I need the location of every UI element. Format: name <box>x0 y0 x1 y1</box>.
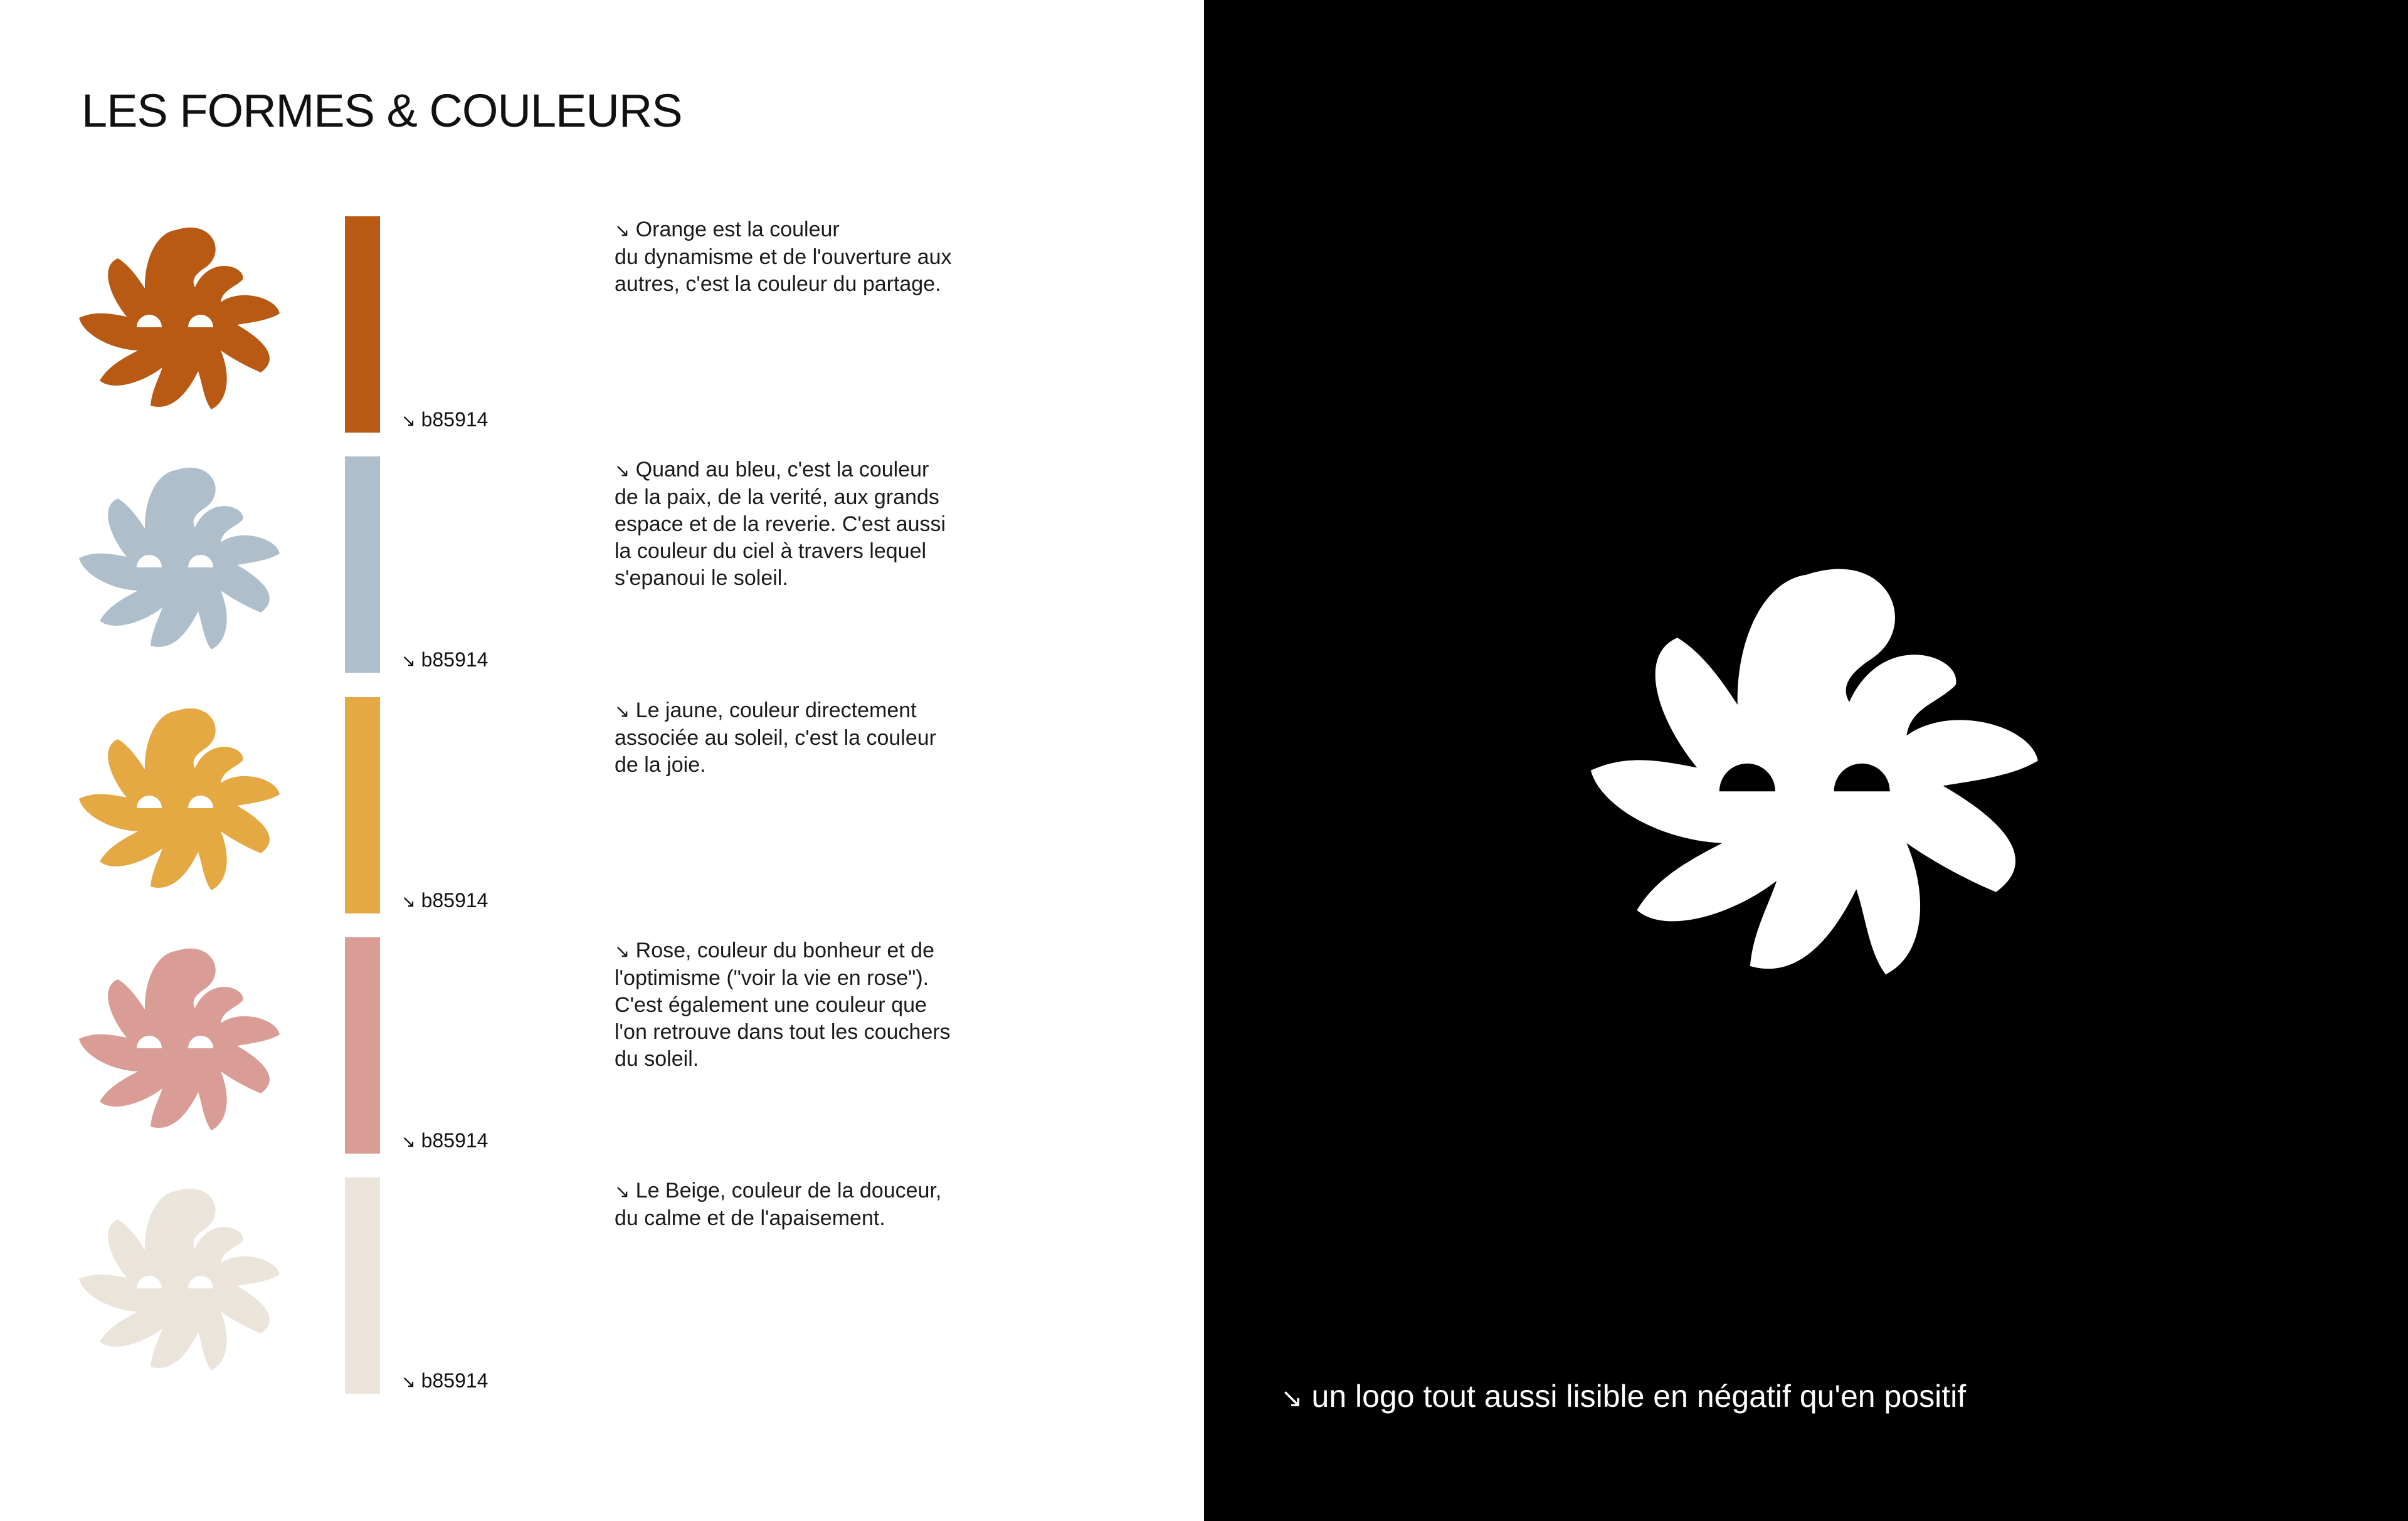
arrow-down-right-icon: ↘ <box>1281 1383 1303 1414</box>
arrow-down-right-icon: ↘ <box>615 700 630 722</box>
description-line: C'est également une couleur que <box>615 993 927 1017</box>
description-line: ↘ Le jaune, couleur directement <box>615 698 917 722</box>
description-line: s'epanoui le soleil. <box>615 566 788 590</box>
arrow-down-right-icon: ↘ <box>615 460 630 481</box>
color-swatch <box>345 456 380 673</box>
color-swatch <box>345 216 380 433</box>
description-line: l'on retrouve dans tout les couchers <box>615 1020 951 1044</box>
description-line: ↘ Rose, couleur du bonheur et de <box>615 939 935 962</box>
description-line: l'optimisme ("voir la vie en rose"). <box>615 966 929 990</box>
sun-body <box>79 468 280 650</box>
sun-body <box>79 228 280 409</box>
color-row-orange <box>0 216 1204 433</box>
sun-mascot-icon <box>66 932 285 1152</box>
color-code: ↘ b85914 <box>401 648 488 671</box>
color-row-beige <box>0 1177 1204 1394</box>
color-description <box>615 937 1016 1073</box>
arrow-down-right-icon: ↘ <box>401 892 416 912</box>
description-line: de la paix, de la verité, aux grands <box>615 485 939 509</box>
arrow-down-right-icon: ↘ <box>615 219 630 241</box>
color-description <box>615 216 1016 298</box>
sun-mascot-icon <box>66 692 285 912</box>
sun-mascot-icon <box>66 211 285 431</box>
color-swatch <box>345 937 380 1154</box>
arrow-down-right-icon: ↘ <box>615 940 630 962</box>
color-code: ↘ b85914 <box>401 1369 488 1392</box>
sun-body <box>79 708 280 890</box>
arrow-down-right-icon: ↘ <box>401 1132 416 1152</box>
color-code: ↘ b85914 <box>401 408 488 431</box>
color-row-pink <box>0 937 1204 1154</box>
description-line: du calme et de l'apaisement. <box>615 1206 885 1230</box>
arrow-down-right-icon: ↘ <box>401 1372 416 1392</box>
sun-body <box>1591 569 2038 975</box>
description-line: ↘ Quand au bleu, c'est la couleur <box>615 458 929 482</box>
description-line: autres, c'est la couleur du partage. <box>615 272 941 296</box>
description-line: la couleur du ciel à travers lequel <box>615 539 927 563</box>
color-description <box>615 1177 1016 1232</box>
sun-logo-negative-icon <box>1561 533 2051 1022</box>
description-line: ↘ Orange est la couleur <box>615 218 840 241</box>
description-line: du dynamisme et de l'ouverture aux <box>615 245 952 269</box>
color-row-yellow <box>0 697 1204 913</box>
description-line: espace et de la reverie. C'est aussi <box>615 512 946 536</box>
page-title: LES FORMES & COULEURS <box>82 85 682 137</box>
sun-mascot-icon <box>66 451 285 671</box>
sun-body <box>79 1189 280 1371</box>
arrow-down-right-icon: ↘ <box>401 411 416 431</box>
tagline: ↘ un logo tout aussi lisible en négatif qu'en positif <box>1281 1379 1967 1414</box>
arrow-down-right-icon: ↘ <box>615 1181 630 1202</box>
description-line: associée au soleil, c'est la couleur <box>615 726 936 750</box>
color-swatch <box>345 697 380 913</box>
color-swatch <box>345 1177 380 1394</box>
description-line: de la joie. <box>615 753 706 777</box>
description-line: du soleil. <box>615 1047 699 1071</box>
color-code: ↘ b85914 <box>401 1129 488 1152</box>
description-line: ↘ Le Beige, couleur de la douceur, <box>615 1179 942 1203</box>
color-description <box>615 697 1016 779</box>
color-code: ↘ b85914 <box>401 889 488 912</box>
color-description <box>615 456 1016 592</box>
arrow-down-right-icon: ↘ <box>401 651 416 671</box>
color-row-blue <box>0 456 1204 673</box>
sun-mascot-icon <box>66 1172 285 1392</box>
sun-body <box>79 949 280 1130</box>
